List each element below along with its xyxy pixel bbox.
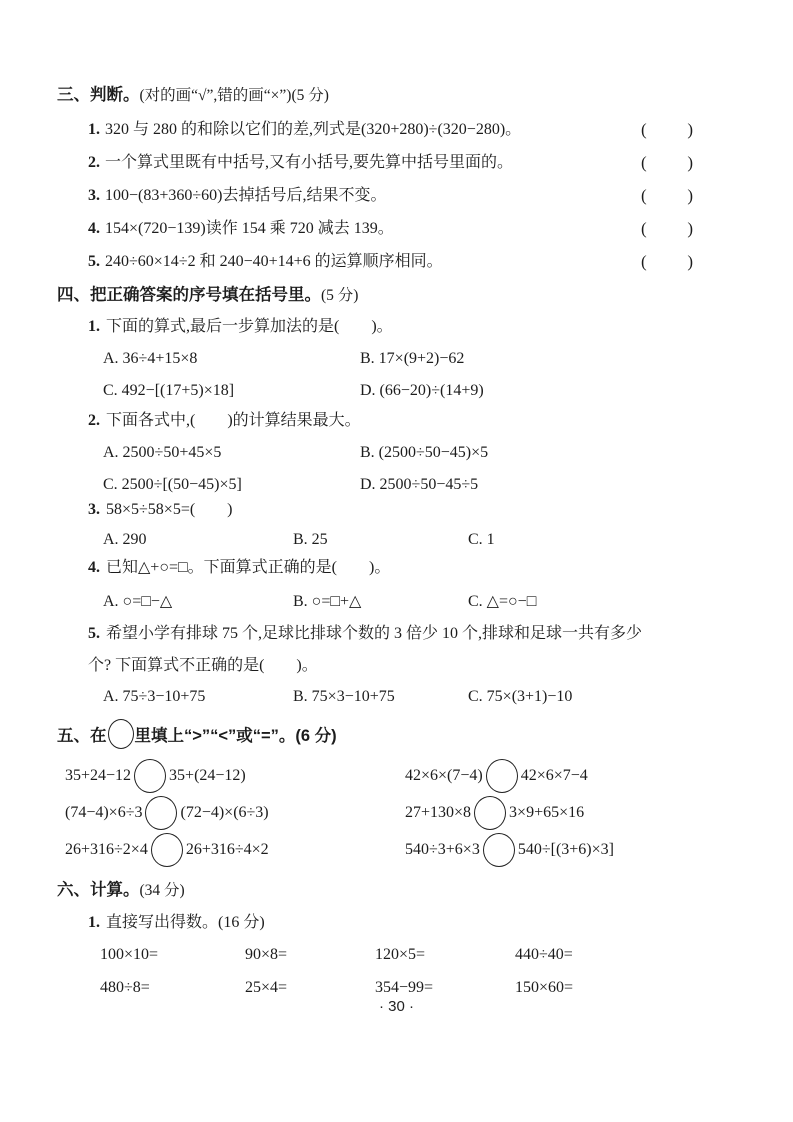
question-3-options <box>57 529 703 551</box>
calc-problem: 440÷40= <box>515 946 573 963</box>
compare-circle-icon <box>134 759 166 793</box>
compare-circle-icon <box>474 796 506 830</box>
question-number: 2. <box>88 412 100 429</box>
calc-row-1 <box>57 944 703 966</box>
page-content <box>57 84 703 1010</box>
section3-heading-note: (对的画“√”,错的画“×”)(5 分) <box>139 87 329 104</box>
section4-heading-note: (5 分) <box>321 287 359 304</box>
judge-item-text: 240÷60×14÷2 和 240−40+14+6 的运算顺序相同。 <box>105 253 443 270</box>
calc-problem: 120×5= <box>375 946 426 963</box>
option-c: C. 75×(3+1)−10 <box>468 688 573 705</box>
judge-item-number: 3. <box>88 187 100 204</box>
expression-left: 35+24−12 <box>65 767 132 784</box>
question-text: 希望小学有排球 75 个,足球比排球个数的 3 倍少 10 个,排球和足球一共有多少 <box>106 625 643 642</box>
option-b: B. 17×(9+2)−62 <box>360 350 465 367</box>
page-number: · 30 · <box>378 998 414 1015</box>
answer-paren-open: ( <box>641 120 647 139</box>
calc-problem: 100×10= <box>100 946 159 963</box>
compare-pair <box>57 759 405 793</box>
expression-left: 26+316÷2×4 <box>65 841 148 858</box>
compare-pair <box>405 833 703 867</box>
compare-row-2 <box>57 796 703 830</box>
question-number: 4. <box>88 559 100 576</box>
option-a: A. 290 <box>103 531 147 548</box>
question-1-options-row-2 <box>57 380 703 402</box>
answer-paren-open: ( <box>641 186 647 205</box>
compare-circle-icon <box>486 759 518 793</box>
judge-item-number: 4. <box>88 220 100 237</box>
question-text: 个? 下面算式不正确的是( )。 <box>88 657 318 674</box>
judge-item-5 <box>57 251 703 273</box>
question-4-stem <box>57 557 703 579</box>
option-b: B. 25 <box>293 531 328 548</box>
judge-item-3 <box>57 185 703 207</box>
option-b: B. (2500÷50−45)×5 <box>360 444 489 461</box>
expression-right: 26+316÷4×2 <box>185 841 269 858</box>
section6-heading-title: 六、计算。 <box>57 881 140 899</box>
expression-right: 3×9+65×16 <box>509 804 585 821</box>
question-1-stem <box>57 316 703 338</box>
expression-left: 27+130×8 <box>405 804 472 821</box>
compare-row-1 <box>57 759 703 793</box>
expression-left: (74−4)×6÷3 <box>65 804 143 821</box>
option-a: A. ○=□−△ <box>103 593 173 610</box>
expression-right: 540÷[(3+6)×3] <box>517 841 614 858</box>
answer-paren-close: ) <box>687 252 693 271</box>
judge-item-text: 154×(720−139)读作 154 乘 720 减去 139。 <box>105 220 394 237</box>
calc-problem: 480÷8= <box>100 979 150 996</box>
section6-subitem-1 <box>57 912 703 934</box>
judge-item-text: 320 与 280 的和除以它们的差,列式是(320+280)÷(320−280)。 <box>105 121 522 138</box>
section5-heading-prefix: 五、在 <box>57 727 107 745</box>
expression-right: 35+(24−12) <box>169 767 246 784</box>
option-b: B. 75×3−10+75 <box>293 688 395 705</box>
question-5-stem-line-1 <box>57 623 703 645</box>
question-4-options <box>57 591 703 613</box>
compare-pair <box>405 796 703 830</box>
calc-problem: 25×4= <box>245 979 288 996</box>
option-c: C. 492−[(17+5)×18] <box>103 382 235 399</box>
answer-paren-close: ) <box>687 153 693 172</box>
compare-row-3 <box>57 833 703 867</box>
question-2-options-row-1 <box>57 442 703 464</box>
answer-blank <box>641 185 693 207</box>
compare-pair <box>405 759 703 793</box>
section5-heading-suffix: 里填上“>”“<”或“=”。(6 分) <box>134 727 337 745</box>
compare-circle-icon <box>483 833 515 867</box>
judge-item-number: 2. <box>88 154 100 171</box>
answer-paren-open: ( <box>641 252 647 271</box>
answer-paren-close: ) <box>687 186 693 205</box>
judge-item-text: 100−(83+360÷60)去掉括号后,结果不变。 <box>105 187 387 204</box>
compare-pair <box>57 796 405 830</box>
question-text: 58×5÷58×5=( ) <box>106 501 233 518</box>
calc-problem: 150×60= <box>515 979 574 996</box>
question-2-options-row-2 <box>57 474 703 496</box>
judge-item-4 <box>57 218 703 240</box>
option-a: A. 75÷3−10+75 <box>103 688 206 705</box>
answer-paren-open: ( <box>641 153 647 172</box>
expression-right: (72−4)×(6÷3) <box>180 804 269 821</box>
section4-heading-title: 四、把正确答案的序号填在括号里。 <box>57 286 321 304</box>
answer-paren-close: ) <box>687 120 693 139</box>
answer-paren-open: ( <box>641 219 647 238</box>
expression-left: 540÷3+6×3 <box>405 841 480 858</box>
judge-item-2 <box>57 152 703 174</box>
judge-item-number: 1. <box>88 121 100 138</box>
question-text: 下面的算式,最后一步算加法的是( )。 <box>106 318 393 335</box>
question-3-stem <box>57 499 703 521</box>
judge-item-number: 5. <box>88 253 100 270</box>
compare-circle-icon <box>108 719 134 749</box>
question-2-stem <box>57 410 703 432</box>
option-a: A. 36÷4+15×8 <box>103 350 198 367</box>
compare-pair <box>57 833 405 867</box>
calc-row-2 <box>57 977 703 999</box>
compare-circle-icon <box>145 796 177 830</box>
section3-heading-title: 三、判断。 <box>57 86 140 104</box>
question-5-stem-line-2 <box>57 655 703 677</box>
question-number: 5. <box>88 625 100 642</box>
question-text: 已知△+○=□。下面算式正确的是( )。 <box>106 559 391 576</box>
option-d: D. 2500÷50−45÷5 <box>360 476 479 493</box>
question-1-options-row-1 <box>57 348 703 370</box>
question-number: 3. <box>88 501 100 518</box>
section6-heading-note: (34 分) <box>139 882 185 899</box>
section5-heading <box>57 719 703 749</box>
expression-left: 42×6×(7−4) <box>405 767 483 784</box>
option-a: A. 2500÷50+45×5 <box>103 444 222 461</box>
question-text: 下面各式中,( )的计算结果最大。 <box>106 412 361 429</box>
compare-circle-icon <box>151 833 183 867</box>
answer-blank <box>641 152 693 174</box>
question-5-options <box>57 686 703 708</box>
section4-heading <box>57 284 703 307</box>
option-c: C. △=○−□ <box>468 593 537 610</box>
answer-blank <box>641 119 693 141</box>
calc-problem: 90×8= <box>245 946 288 963</box>
judge-item-1 <box>57 119 703 141</box>
section3-heading <box>57 84 703 107</box>
option-d: D. (66−20)÷(14+9) <box>360 382 484 399</box>
answer-paren-close: ) <box>687 219 693 238</box>
option-b: B. ○=□+△ <box>293 593 362 610</box>
answer-blank <box>641 251 693 273</box>
expression-right: 42×6×7−4 <box>520 767 588 784</box>
calc-problem: 354−99= <box>375 979 434 996</box>
option-c: C. 2500÷[(50−45)×5] <box>103 476 242 493</box>
answer-blank <box>641 218 693 240</box>
subitem-text: 直接写出得数。(16 分) <box>106 914 265 931</box>
section6-heading <box>57 879 703 902</box>
subitem-number: 1. <box>88 914 100 931</box>
judge-item-text: 一个算式里既有中括号,又有小括号,要先算中括号里面的。 <box>105 154 514 171</box>
question-number: 1. <box>88 318 100 335</box>
option-c: C. 1 <box>468 531 495 548</box>
